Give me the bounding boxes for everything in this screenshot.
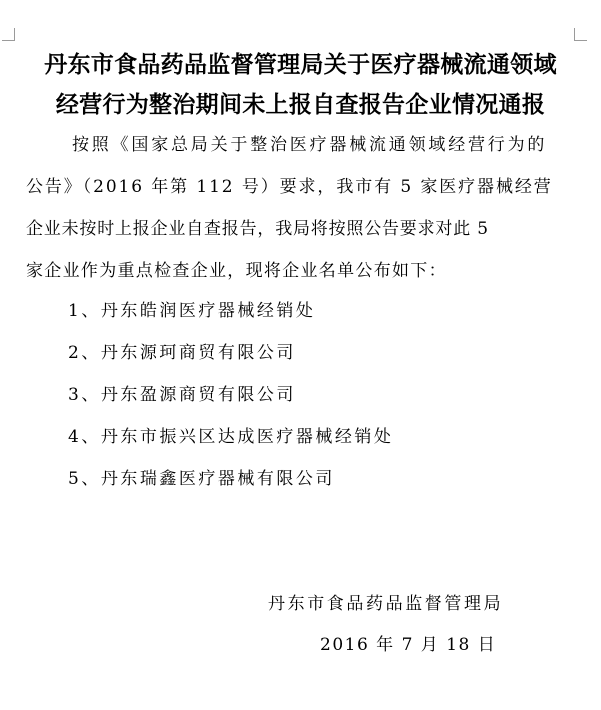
enterprise-list-item: 2、丹东源珂商贸有限公司 (68, 343, 296, 363)
enterprise-list-item: 5、丹东瑞鑫医疗器械有限公司 (68, 469, 335, 489)
issuing-authority-signature: 丹东市食品药品监督管理局 (268, 594, 504, 614)
body-paragraph-line: 公告》（2016 年第 112 号）要求，我市有 5 家医疗器械经营 (26, 177, 553, 197)
issue-date: 2016 年 7 月 18 日 (320, 635, 497, 655)
document-title-line-1: 丹东市食品药品监督管理局关于医疗器械流通领域 (44, 52, 557, 78)
document-title-line-2: 经营行为整治期间未上报自查报告企业情况通报 (55, 92, 546, 118)
body-paragraph-line: 按照《国家总局关于整治医疗器械流通领域经营行为的 (72, 135, 548, 155)
page-corner-mark-left (2, 28, 15, 41)
enterprise-list-item: 3、丹东盈源商贸有限公司 (68, 385, 296, 405)
enterprise-list-item: 4、丹东市振兴区达成医疗器械经销处 (68, 427, 394, 447)
body-paragraph-line: 家企业作为重点检查企业，现将企业名单公布如下： (26, 261, 447, 281)
page-corner-mark-right (574, 28, 587, 41)
enterprise-list-item: 1、丹东皓润医疗器械经销处 (68, 301, 316, 321)
body-paragraph-line: 企业未按时上报企业自查报告，我局将按照公告要求对此 5 (26, 219, 489, 239)
